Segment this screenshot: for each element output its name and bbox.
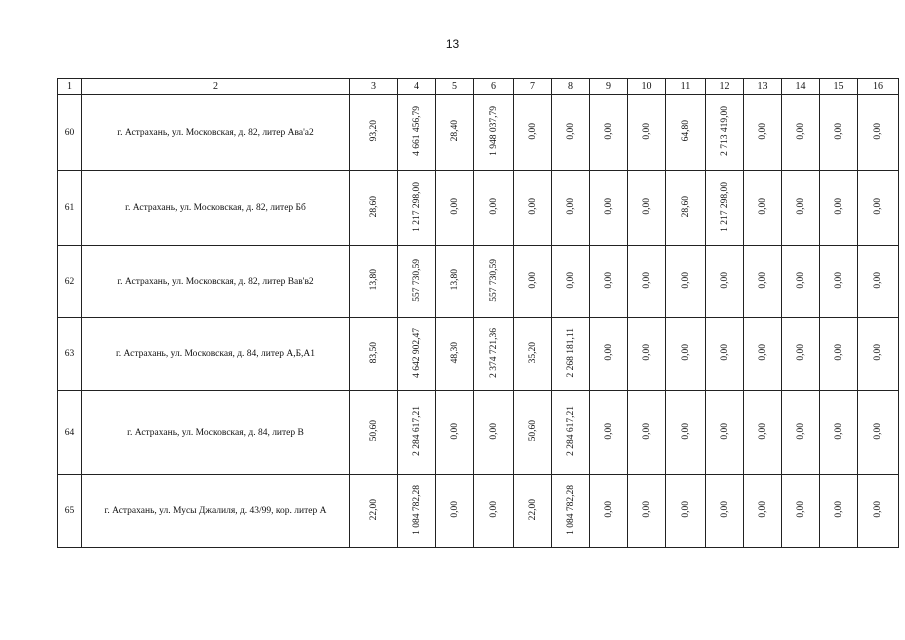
- column-header: 8: [552, 79, 590, 95]
- column-header: 5: [436, 79, 474, 95]
- value-cell: [398, 171, 436, 246]
- value-text: 0,00: [680, 501, 691, 518]
- row-number: 64: [58, 391, 82, 475]
- value-text: 0,00: [680, 422, 691, 440]
- value-cell: [590, 171, 628, 246]
- value-cell: [514, 475, 552, 548]
- value-cell: [436, 391, 474, 475]
- value-text: 2 268 181,11: [565, 327, 576, 378]
- value-cell: [820, 475, 858, 548]
- value-cell: [350, 95, 398, 171]
- value-cell: [744, 246, 782, 318]
- value-text: 0,00: [641, 271, 652, 289]
- value-cell: [628, 318, 666, 391]
- value-cell: [706, 475, 744, 548]
- column-header: 4: [398, 79, 436, 95]
- value-text: 48,30: [449, 341, 460, 364]
- value-cell: [820, 391, 858, 475]
- value-text: 0,00: [795, 501, 806, 518]
- row-number: 62: [58, 246, 82, 318]
- value-cell: [744, 171, 782, 246]
- value-cell: [398, 246, 436, 318]
- column-header: 7: [514, 79, 552, 95]
- value-text: 0,00: [565, 122, 576, 140]
- column-header: 3: [350, 79, 398, 95]
- data-table: [57, 78, 899, 548]
- value-text: 0,00: [449, 422, 460, 440]
- value-cell: [350, 391, 398, 475]
- value-text: 28,60: [680, 195, 691, 218]
- value-text: 1 948 037,79: [488, 106, 499, 156]
- value-text: 0,00: [795, 344, 806, 361]
- value-cell: [628, 475, 666, 548]
- value-cell: [552, 475, 590, 548]
- value-cell: [398, 318, 436, 391]
- value-text: 557 730,59: [488, 258, 499, 302]
- row-number: 60: [58, 95, 82, 171]
- value-cell: [782, 246, 820, 318]
- table-row: [58, 318, 899, 391]
- page-number: 13: [445, 37, 460, 51]
- column-header: 15: [820, 79, 858, 95]
- value-cell: [858, 171, 899, 246]
- value-text: 4 661 456,79: [411, 106, 422, 156]
- value-text: 0,00: [719, 501, 730, 518]
- value-text: 0,00: [873, 344, 883, 361]
- value-cell: [590, 475, 628, 548]
- value-text: 2 374 721,36: [488, 327, 499, 378]
- value-text: 0,00: [488, 422, 499, 440]
- value-text: 0,00: [641, 198, 652, 215]
- value-cell: [350, 475, 398, 548]
- value-cell: [436, 318, 474, 391]
- value-cell: [350, 246, 398, 318]
- value-text: 0,00: [680, 344, 691, 361]
- value-text: 0,00: [873, 198, 883, 215]
- value-text: 0,00: [873, 122, 883, 140]
- value-cell: [820, 171, 858, 246]
- value-cell: [666, 246, 706, 318]
- column-header: 1: [58, 79, 82, 95]
- column-header: 6: [474, 79, 514, 95]
- value-text: 0,00: [833, 198, 844, 215]
- value-cell: [820, 95, 858, 171]
- value-cell: [744, 318, 782, 391]
- value-cell: [474, 246, 514, 318]
- value-cell: [666, 475, 706, 548]
- value-text: 0,00: [565, 198, 576, 215]
- value-text: 0,00: [873, 501, 883, 518]
- value-text: 0,00: [527, 271, 538, 289]
- value-text: 0,00: [603, 122, 614, 140]
- address-cell: г. Астрахань, ул. Московская, д. 84, литер В: [82, 391, 350, 475]
- value-text: 22,00: [527, 498, 538, 521]
- value-cell: [666, 171, 706, 246]
- value-cell: [436, 475, 474, 548]
- value-text: 2 284 617,21: [411, 406, 422, 456]
- column-header: 10: [628, 79, 666, 95]
- value-cell: [706, 318, 744, 391]
- value-text: 1 217 298,00: [719, 181, 730, 232]
- value-cell: [744, 475, 782, 548]
- value-text: 22,00: [368, 498, 379, 521]
- value-text: 0,00: [603, 198, 614, 215]
- value-cell: [398, 95, 436, 171]
- value-cell: [552, 95, 590, 171]
- value-text: 50,60: [368, 420, 379, 442]
- value-text: 0,00: [719, 344, 730, 361]
- value-text: 1 084 782,28: [411, 484, 422, 535]
- row-number: 65: [58, 475, 82, 548]
- column-header: 9: [590, 79, 628, 95]
- column-header: 2: [82, 79, 350, 95]
- value-text: 0,00: [757, 198, 768, 215]
- value-cell: [628, 391, 666, 475]
- table-row: [58, 246, 899, 318]
- value-text: 0,00: [641, 422, 652, 440]
- value-text: 0,00: [757, 122, 768, 140]
- value-text: 0,00: [603, 422, 614, 440]
- value-text: 0,00: [833, 344, 844, 361]
- value-cell: [858, 95, 899, 171]
- value-text: 0,00: [449, 501, 460, 518]
- value-text: 0,00: [757, 344, 768, 361]
- value-text: 64,80: [680, 120, 691, 142]
- value-cell: [782, 391, 820, 475]
- value-text: 35,20: [527, 341, 538, 364]
- value-cell: [744, 391, 782, 475]
- value-cell: [820, 318, 858, 391]
- table-row: [58, 391, 899, 475]
- value-cell: [628, 246, 666, 318]
- value-cell: [474, 171, 514, 246]
- value-text: 0,00: [449, 198, 460, 215]
- value-cell: [436, 246, 474, 318]
- value-cell: [858, 475, 899, 548]
- value-text: 0,00: [527, 198, 538, 215]
- value-text: 13,80: [368, 269, 379, 291]
- value-text: 0,00: [833, 422, 844, 440]
- value-cell: [782, 171, 820, 246]
- value-cell: [590, 246, 628, 318]
- value-cell: [552, 318, 590, 391]
- address-cell: г. Астрахань, ул. Московская, д. 82, литер Вав'в2: [82, 246, 350, 318]
- row-number: 63: [58, 318, 82, 391]
- table-row: [58, 475, 899, 548]
- value-text: 4 642 902,47: [411, 327, 422, 378]
- value-text: 0,00: [680, 271, 691, 289]
- value-text: 0,00: [833, 122, 844, 140]
- value-text: 0,00: [873, 271, 883, 289]
- value-text: 0,00: [603, 344, 614, 361]
- value-cell: [782, 475, 820, 548]
- value-text: 0,00: [757, 271, 768, 289]
- value-cell: [666, 391, 706, 475]
- value-text: 0,00: [527, 122, 538, 140]
- value-text: 0,00: [719, 271, 730, 289]
- value-cell: [706, 391, 744, 475]
- value-cell: [552, 391, 590, 475]
- value-text: 13,80: [449, 269, 460, 291]
- value-cell: [782, 95, 820, 171]
- value-cell: [436, 171, 474, 246]
- address-cell: г. Астрахань, ул. Мусы Джалиля, д. 43/99, кор. литер А: [82, 475, 350, 548]
- value-text: 557 730,59: [411, 258, 422, 302]
- value-cell: [820, 246, 858, 318]
- value-text: 93,20: [368, 120, 379, 142]
- value-cell: [514, 391, 552, 475]
- value-text: 0,00: [833, 271, 844, 289]
- value-cell: [474, 318, 514, 391]
- value-text: 0,00: [641, 501, 652, 518]
- value-text: 0,00: [757, 422, 768, 440]
- column-header: 11: [666, 79, 706, 95]
- value-cell: [782, 318, 820, 391]
- value-cell: [552, 171, 590, 246]
- value-cell: [514, 171, 552, 246]
- address-cell: г. Астрахань, ул. Московская, д. 82, литер Ава'а2: [82, 95, 350, 171]
- value-cell: [350, 171, 398, 246]
- value-cell: [474, 95, 514, 171]
- value-text: 28,60: [368, 195, 379, 218]
- value-text: 0,00: [603, 501, 614, 518]
- value-cell: [590, 391, 628, 475]
- row-number: 61: [58, 171, 82, 246]
- column-header: 12: [706, 79, 744, 95]
- value-cell: [514, 95, 552, 171]
- value-text: 0,00: [641, 344, 652, 361]
- value-text: 0,00: [795, 122, 806, 140]
- value-text: 0,00: [757, 501, 768, 518]
- value-cell: [744, 95, 782, 171]
- value-cell: [350, 318, 398, 391]
- table-row: [58, 95, 899, 171]
- value-cell: [666, 95, 706, 171]
- value-cell: [474, 475, 514, 548]
- value-text: 0,00: [795, 422, 806, 440]
- column-header: 13: [744, 79, 782, 95]
- value-cell: [514, 318, 552, 391]
- value-cell: [706, 95, 744, 171]
- value-cell: [398, 475, 436, 548]
- value-text: 0,00: [795, 271, 806, 289]
- value-cell: [858, 318, 899, 391]
- value-text: 0,00: [641, 122, 652, 140]
- table-row: [58, 171, 899, 246]
- value-text: 28,40: [449, 120, 460, 142]
- column-header: 14: [782, 79, 820, 95]
- column-header: 16: [858, 79, 899, 95]
- value-text: 0,00: [565, 271, 576, 289]
- value-cell: [398, 391, 436, 475]
- value-text: 0,00: [488, 198, 499, 215]
- value-text: 83,50: [368, 341, 379, 364]
- address-cell: г. Астрахань, ул. Московская, д. 82, литер Бб: [82, 171, 350, 246]
- value-cell: [858, 391, 899, 475]
- value-text: 0,00: [603, 271, 614, 289]
- value-cell: [706, 171, 744, 246]
- value-cell: [858, 246, 899, 318]
- value-text: 1 084 782,28: [565, 484, 576, 535]
- value-cell: [474, 391, 514, 475]
- value-cell: [706, 246, 744, 318]
- value-cell: [552, 246, 590, 318]
- value-cell: [590, 95, 628, 171]
- value-text: 0,00: [719, 422, 730, 440]
- value-text: 0,00: [488, 501, 499, 518]
- value-text: 1 217 298,00: [411, 181, 422, 232]
- value-cell: [666, 318, 706, 391]
- address-cell: г. Астрахань, ул. Московская, д. 84, литер А,Б,А1: [82, 318, 350, 391]
- value-cell: [436, 95, 474, 171]
- value-cell: [628, 95, 666, 171]
- value-cell: [590, 318, 628, 391]
- value-text: 0,00: [833, 501, 844, 518]
- value-cell: [514, 246, 552, 318]
- value-text: 2 284 617,21: [565, 406, 576, 456]
- value-cell: [628, 171, 666, 246]
- header-row: [58, 79, 899, 95]
- value-text: 0,00: [795, 198, 806, 215]
- value-text: 50,60: [527, 420, 538, 442]
- value-text: 2 713 419,00: [719, 106, 730, 156]
- value-text: 0,00: [873, 422, 883, 440]
